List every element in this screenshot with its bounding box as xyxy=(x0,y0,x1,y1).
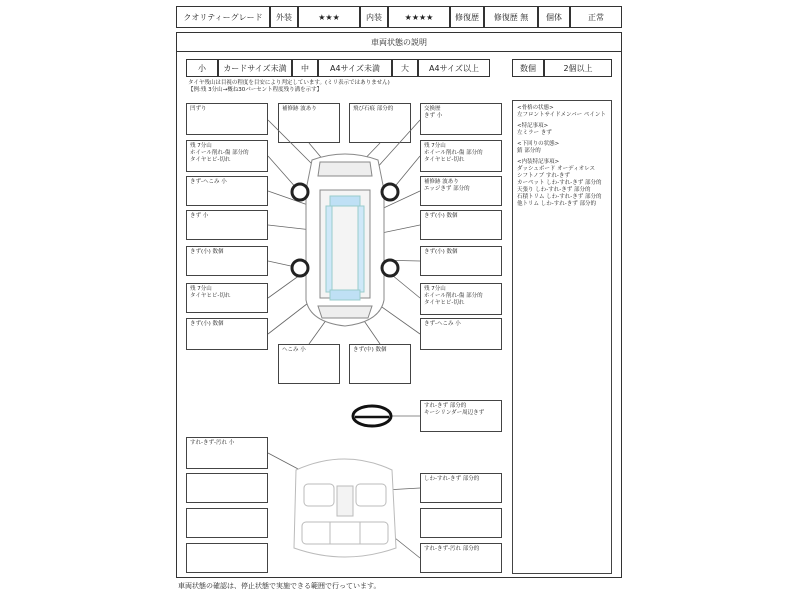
tire-note: タイヤ残山は目視の程度を目安により判定しています。(ミリ表示ではありません) xyxy=(188,80,390,86)
size-medium-text: 中 xyxy=(301,63,309,73)
interior-rating-text: ★★★★ xyxy=(404,12,434,22)
damage-box-left-5: きず(小) 数個 xyxy=(186,246,268,276)
meter-value-text: 正常 xyxy=(588,12,604,22)
interior-box-left-1: すれ-きず-汚れ 小 xyxy=(186,437,268,469)
panel-line: <下回りの状態> xyxy=(517,141,560,147)
repair-value-text: 修復歴 無 xyxy=(493,12,529,22)
panel-line: 石積トリム しわ-すれ-きず 部分的 xyxy=(517,194,602,200)
panel-line: <特記事項> xyxy=(517,123,549,129)
damage-box-right-4: きず(小) 数個 xyxy=(420,210,502,240)
damage-box-left-7: きず(小) 数個 xyxy=(186,318,268,350)
panel-line: 左フロントサイドメンバー ペイント xyxy=(517,112,606,118)
damage-box-right-5: きず(小) 数個 xyxy=(420,246,502,276)
interior-label-text: 内装 xyxy=(366,12,382,22)
interior-diagram xyxy=(294,459,396,557)
damage-box-top-1: 補修跡 波あり xyxy=(278,103,340,143)
repair-label-text: 修復歴 xyxy=(455,12,479,22)
size-large-text: 大 xyxy=(401,63,409,73)
damage-box-top-2: 飛び石痕 部分的 xyxy=(349,103,411,143)
interior-box-right-3: すれ-きず-汚れ 部分的 xyxy=(420,543,502,573)
tire-rear-right-icon xyxy=(382,260,398,276)
exterior-rating-text: ★★★ xyxy=(318,12,340,22)
steering-wheel-icon xyxy=(353,406,391,426)
panel-line: 左ミラー きず xyxy=(517,130,552,136)
damage-box-right-3: 補修跡 波あり エッジきず 部分的 xyxy=(420,176,502,206)
panel-line: 他トリム しわ-すれ-きず 部分的 xyxy=(517,201,596,207)
damage-box-right-7: きず-へこみ 小 xyxy=(420,318,502,350)
damage-box-left-6: 残 7分山 タイヤヒビ-切れ xyxy=(186,283,268,313)
meter-label-text: 個体 xyxy=(546,12,562,22)
damage-box-bottom-1: へこみ 小 xyxy=(278,344,340,384)
damage-box-left-2: 残 7分山 ホイール削れ-傷 部分的 タイヤヒビ-切れ xyxy=(186,140,268,172)
count-value-text: 2個以上 xyxy=(563,63,593,73)
steering-wheel-box: すれ-きず 部分的 キーシリンダー周辺きず xyxy=(420,400,502,432)
panel-line: <骨格の状態> xyxy=(517,105,554,111)
damage-box-right-2: 残 7分山 ホイール削れ-傷 部分的 タイヤヒビ-切れ xyxy=(420,140,502,172)
damage-box-left-3: きず-へこみ 小 xyxy=(186,176,268,206)
count-label-text: 数個 xyxy=(520,63,536,73)
panel-line: ダッシュボード オーディオレス xyxy=(517,166,596,172)
interior-box-right-1: しわ-すれ-きず 部分的 xyxy=(420,473,502,503)
exterior-label-text: 外装 xyxy=(276,12,292,22)
tire-front-left-icon xyxy=(292,184,308,200)
size-small-desc-text: カードサイズ未満 xyxy=(223,63,287,73)
damage-box-right-1: 交換歴 きず 小 xyxy=(420,103,502,135)
size-large-desc-text: A4サイズ以上 xyxy=(429,63,479,73)
footer-note: 車両状態の確認は、停止状態で実施できる範囲で行っています。 xyxy=(178,582,381,590)
panel-line: 錆 部分的 xyxy=(517,148,541,154)
damage-box-left-4: きず 小 xyxy=(186,210,268,240)
panel-line: <内装特記事項> xyxy=(517,159,560,165)
damage-box-bottom-2: きず(中) 数個 xyxy=(349,344,411,384)
damage-box-right-6: 残 7分山 ホイール削れ-傷 部分的 タイヤヒビ-切れ xyxy=(420,283,502,315)
panel-line: 天張り しわ-すれ-きず 部分的 xyxy=(517,187,591,193)
section-title-text: 車両状態の説明 xyxy=(371,37,427,47)
panel-line: カーペット しわ-すれ-きず 部分的 xyxy=(517,180,602,186)
panel-line: シフトノブ すれ-きず xyxy=(517,173,570,179)
size-medium-desc-text: A4サイズ未満 xyxy=(330,63,380,73)
car-body xyxy=(306,154,384,326)
tire-front-right-icon xyxy=(382,184,398,200)
grade-label-text: クオリティーグレード xyxy=(183,12,263,22)
tire-rear-left-icon xyxy=(292,260,308,276)
size-small-text: 小 xyxy=(198,63,206,73)
tire-example-note: 【例:残 3分山→概ね30パーセント程度残り溝を示す】 xyxy=(188,87,323,93)
damage-box-left-1: 凹ずり xyxy=(186,103,268,135)
